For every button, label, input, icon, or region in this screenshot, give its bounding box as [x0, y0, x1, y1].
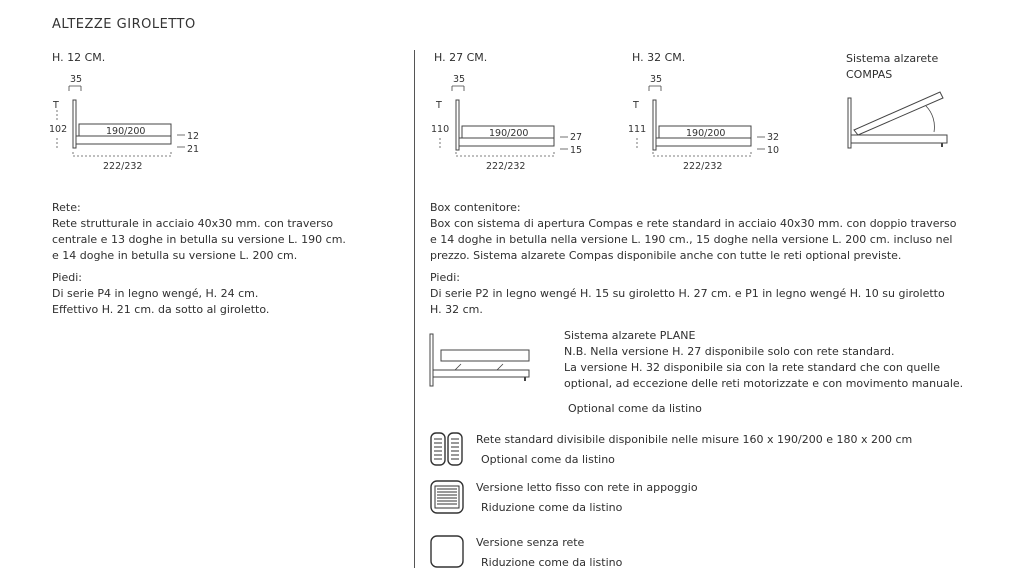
dim-side-h27: 110	[431, 124, 450, 135]
option-1-title: Rete standard divisibile disponibile nelle misure 160 x 190/200 e 180 x 200 cm	[476, 433, 913, 446]
bed-diagram-h27	[428, 72, 598, 172]
option-3-price: Riduzione come da listino	[481, 556, 623, 569]
height-label-h27: H. 27 CM.	[434, 51, 488, 64]
bed-diagram-h32	[625, 72, 795, 172]
dim-mattress-h27: 190/200	[489, 128, 529, 139]
plane-text	[564, 328, 963, 392]
compas-line-1: Sistema alzarete	[846, 52, 939, 65]
split-net-icon	[430, 432, 464, 466]
height-label-h32: H. 32 CM.	[632, 51, 686, 64]
dim-side-h32: 111	[628, 124, 647, 135]
dim-top-h27: 35	[453, 74, 466, 85]
bed-diagram-h12	[45, 72, 215, 172]
dim-length-h27: 222/232	[486, 161, 526, 172]
piedi-heading: Piedi:	[52, 271, 82, 284]
option-3-title: Versione senza rete	[476, 536, 585, 549]
dim-mattress-h32: 190/200	[686, 128, 726, 139]
compas-title	[846, 51, 938, 83]
plane-line: N.B. Nella versione H. 27 disponibile solo con rete standard.	[564, 345, 895, 358]
dim-m2-h12: 21	[187, 144, 200, 155]
plane-price: Optional come da listino	[568, 402, 702, 415]
fixed-net-icon	[430, 480, 464, 514]
rete-line: Rete strutturale in acciaio 40x30 mm. con traverso	[52, 217, 334, 230]
piedi-heading: Piedi:	[430, 271, 460, 284]
dim-m1-h32: 32	[767, 132, 780, 143]
dim-m2-h27: 15	[570, 145, 583, 156]
svg-text:T: T	[633, 100, 639, 111]
plane-line: La versione H. 32 disponibile sia con la rete standard che con quelle	[564, 361, 940, 374]
box-line: e 14 doghe in betulla nella versione L. 190 cm., 15 doghe nella versione L. 200 cm. incluso nel	[430, 233, 953, 246]
no-net-icon	[430, 535, 464, 569]
box-line: Box con sistema di apertura Compas e rete standard in acciaio 40x30 mm. con doppio traverso	[430, 217, 957, 230]
option-2-title: Versione letto fisso con rete in appoggio	[476, 481, 698, 494]
right-text	[430, 200, 957, 318]
dim-m1-h12: 12	[187, 131, 200, 142]
option-2-price: Riduzione come da listino	[481, 501, 623, 514]
compas-line-2: COMPAS	[846, 68, 893, 81]
dim-top-h12: 35	[70, 74, 83, 85]
dim-length-h12: 222/232	[103, 161, 143, 172]
dim-mattress-h12: 190/200	[106, 126, 146, 137]
svg-text:T: T	[436, 100, 442, 111]
dim-side-h12: 102	[49, 124, 68, 135]
height-label-h12: H. 12 CM.	[52, 51, 106, 64]
left-text	[52, 200, 346, 318]
option-1-price: Optional come da listino	[481, 453, 615, 466]
piedi-line: Di serie P4 in legno wengé, H. 24 cm.	[52, 287, 259, 300]
piedi-line: H. 32 cm.	[430, 303, 483, 316]
piedi-line: Effettivo H. 21 cm. da sotto al giroletto.	[52, 303, 270, 316]
compas-diagram	[842, 90, 952, 155]
dim-length-h32: 222/232	[683, 161, 723, 172]
plane-title: Sistema alzarete PLANE	[564, 329, 696, 342]
dim-top-h32: 35	[650, 74, 663, 85]
box-line: prezzo. Sistema alzarete Compas disponibile anche con tutte le reti optional previste.	[430, 249, 902, 262]
box-heading: Box contenitore:	[430, 201, 521, 214]
dim-m1-h27: 27	[570, 132, 583, 143]
rete-line: e 14 doghe in betulla su versione L. 200 cm.	[52, 249, 298, 262]
plane-diagram	[427, 330, 537, 390]
rete-line: centrale e 13 doghe in betulla su versione L. 190 cm.	[52, 233, 346, 246]
dim-m2-h32: 10	[767, 145, 780, 156]
page-title: ALTEZZE GIROLETTO	[52, 17, 196, 32]
svg-text:T: T	[53, 100, 59, 111]
plane-line: optional, ad eccezione delle reti motorizzate e con movimento manuale.	[564, 377, 964, 390]
column-divider	[414, 50, 415, 568]
rete-heading: Rete:	[52, 201, 81, 214]
piedi-line: Di serie P2 in legno wengé H. 15 su giroletto H. 27 cm. e P1 in legno wengé H. 10 su giroletto	[430, 287, 945, 300]
